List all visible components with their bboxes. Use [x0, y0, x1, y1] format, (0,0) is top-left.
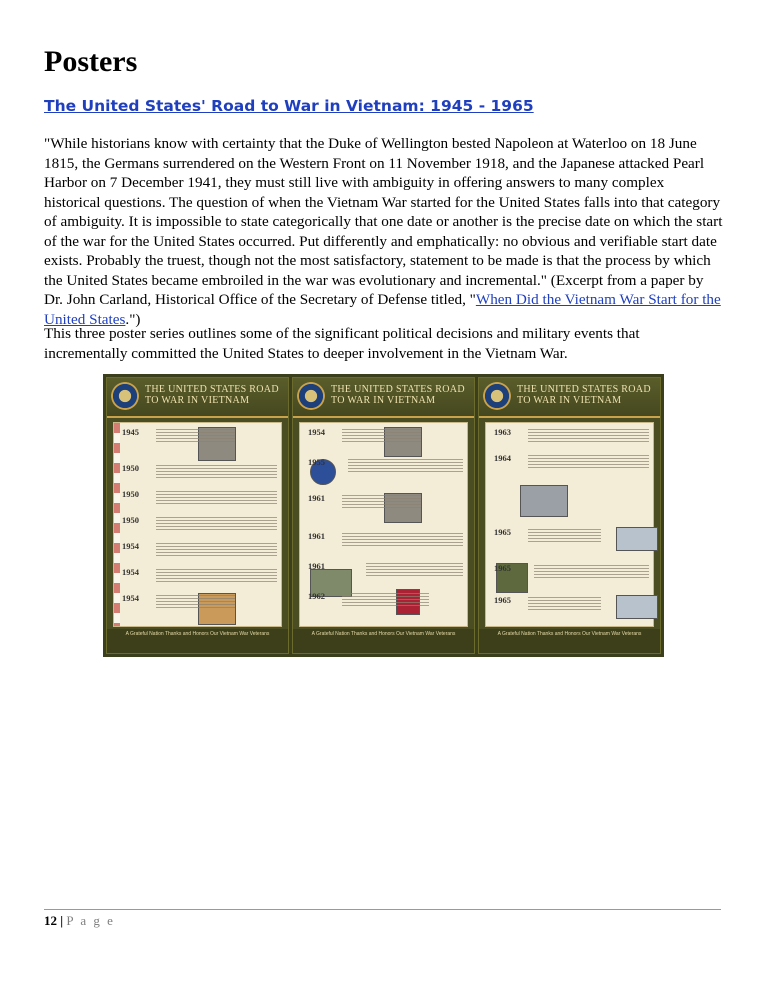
timeline-year: 1965 — [494, 595, 511, 605]
timeline-year: 1954 — [122, 541, 139, 551]
poster-header — [479, 378, 660, 418]
flag-stripe — [114, 423, 120, 626]
timeline-year: 1961 — [308, 561, 325, 571]
timeline-year: 1950 — [122, 463, 139, 473]
intro-paragraph — [44, 134, 724, 329]
poster-title: THE UNITED STATES ROAD TO WAR IN VIETNAM — [331, 384, 465, 406]
timeline-year: 1961 — [308, 531, 325, 541]
poster-1 — [106, 377, 289, 654]
poster-body — [299, 422, 468, 627]
poster-footer: A Grateful Nation Thanks and Honors Our Vietnam War Veterans — [107, 629, 288, 653]
page-title: Posters — [44, 45, 138, 78]
quote-end: .") — [125, 310, 141, 328]
timeline-year: 1955 — [308, 457, 325, 467]
poster-footer: A Grateful Nation Thanks and Honors Our Vietnam War Veterans — [293, 629, 474, 653]
poster-2 — [292, 377, 475, 654]
footer-divider — [44, 909, 721, 910]
timeline-year: 1964 — [494, 453, 511, 463]
seal-icon — [111, 382, 139, 410]
poster-title: THE UNITED STATES ROAD TO WAR IN VIETNAM — [145, 384, 279, 406]
poster-title: THE UNITED STATES ROAD TO WAR IN VIETNAM — [517, 384, 651, 406]
poster-header — [107, 378, 288, 418]
series-paragraph: This three poster series outlines some of the significant political decisions and military events that incrementally committed the United States to deeper involvement in the Vietnam War. — [44, 325, 640, 362]
seal-icon — [483, 382, 511, 410]
timeline-year: 1954 — [122, 593, 139, 603]
timeline-year: 1950 — [122, 515, 139, 525]
timeline-year: 1950 — [122, 489, 139, 499]
timeline-year: 1961 — [308, 493, 325, 503]
page-number — [44, 913, 115, 929]
timeline-year: 1965 — [494, 527, 511, 537]
poster-body — [485, 422, 654, 627]
timeline-year: 1954 — [122, 567, 139, 577]
page-number-value: 12 — [44, 913, 57, 928]
timeline-year: 1945 — [122, 427, 139, 437]
timeline-year: 1963 — [494, 427, 511, 437]
article-link[interactable]: When Did the Vietnam War Start for the United States — [44, 291, 721, 328]
poster-series-image — [103, 374, 664, 657]
quote-text: "While historians know with certainty that the Duke of Wellington bested Napoleon at Waterloo on 18 June 1815, the Germans surrendered on the Western Front on 11 November 1918, and the Japanese attacked Pearl Harbor on 7 December 1941, they must still live with ambiguity in offering answers to many complex historical questions. The question of when the Vietnam War started for the United States falls into that category of ambiguity. It is impossible to state categorically that one date or another is the precise date on which the start of the war for the United States occurred. Put differently and emphatically: no obvious and verifiable start date exists. Probably the truest, though not the most satisfactory, statement to be made is that the process by which the United States became embroiled in the war was evolutionary and incremental." (Excerpt from a paper by Dr. John Carland, Historical Office of the Secretary of Defense titled, " — [44, 135, 723, 308]
subtitle-link[interactable]: The United States' Road to War in Vietnam: 1945 - 1965 — [44, 97, 534, 115]
page-separator: | — [57, 913, 67, 928]
page-word: P a g e — [66, 913, 115, 928]
photo — [520, 485, 568, 517]
timeline-year: 1965 — [494, 563, 511, 573]
seal-icon — [297, 382, 325, 410]
poster-footer: A Grateful Nation Thanks and Honors Our Vietnam War Veterans — [479, 629, 660, 653]
poster-3 — [478, 377, 661, 654]
timeline-year: 1954 — [308, 427, 325, 437]
poster-header — [293, 378, 474, 418]
timeline-year: 1962 — [308, 591, 325, 601]
poster-body — [113, 422, 282, 627]
